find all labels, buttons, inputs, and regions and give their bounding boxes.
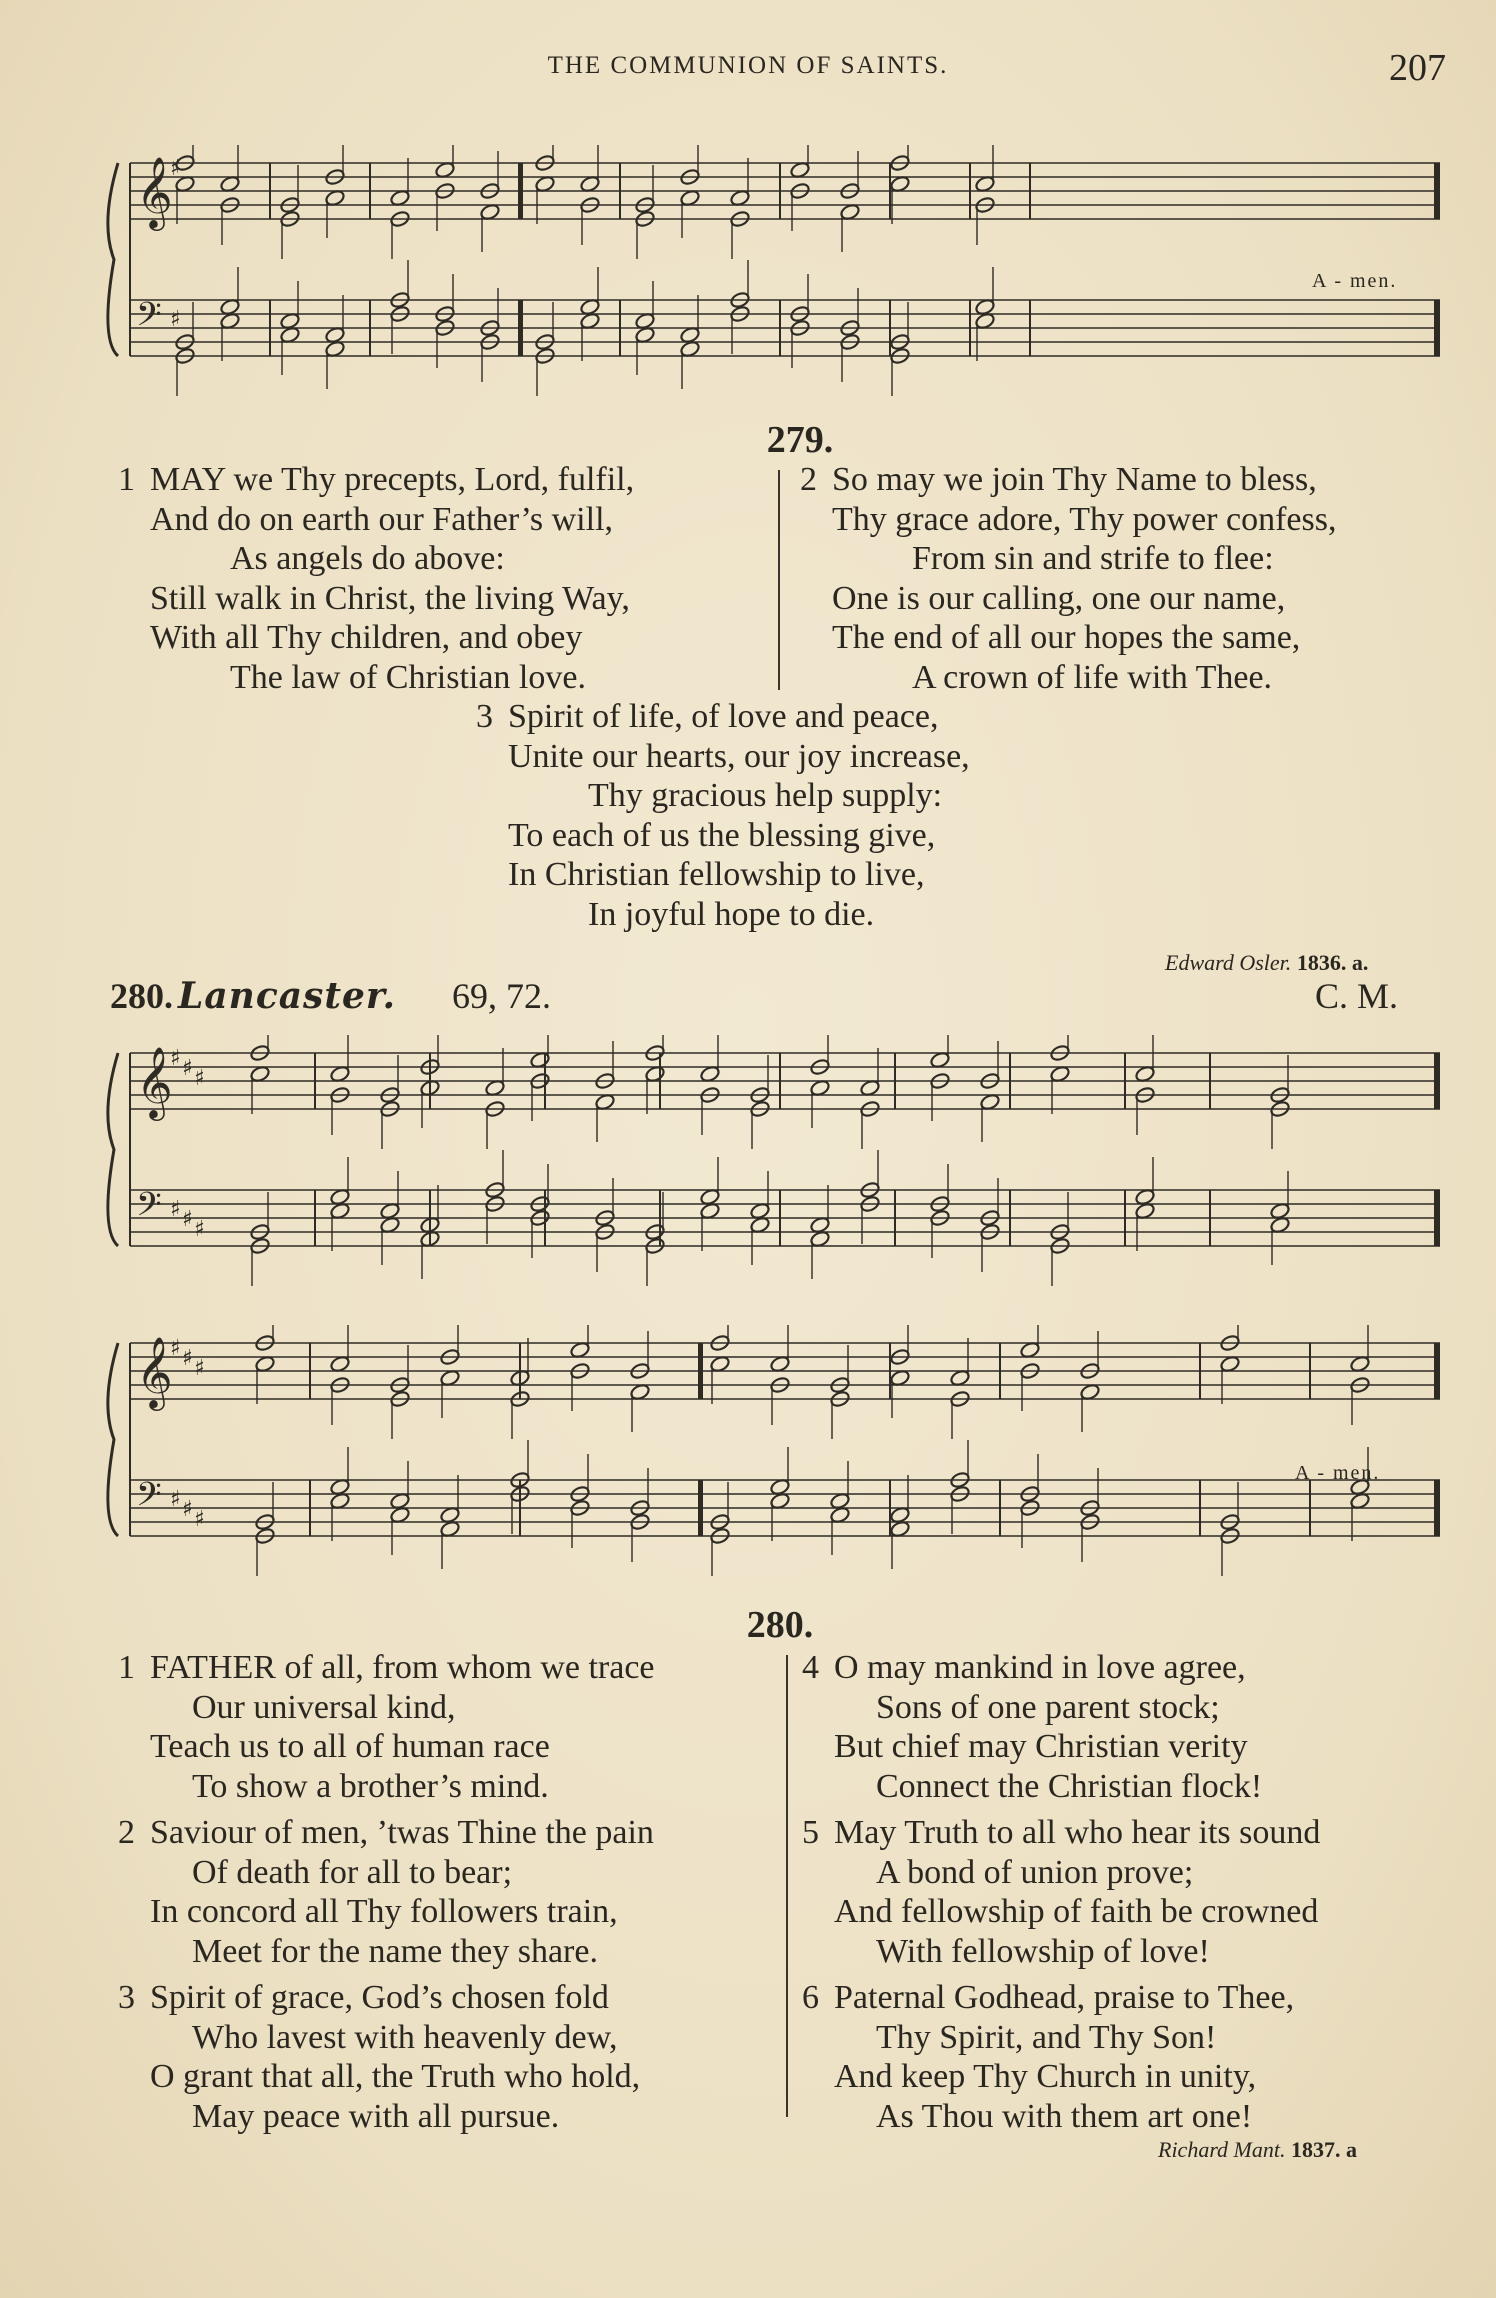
verse-line: To each of us the blessing give, — [508, 816, 936, 854]
tune-meter-numbers: 69, 72. — [452, 976, 551, 1016]
brace-icon — [108, 1053, 118, 1246]
verse-line: In concord all Thy followers train, — [150, 1893, 618, 1930]
amen-label-top: A - men. — [1312, 270, 1398, 292]
verse-line: Thy Spirit, and Thy Son! — [876, 2018, 1217, 2056]
double-barline — [698, 1480, 703, 1536]
final-barline — [1434, 300, 1440, 356]
verse-number: 5 — [802, 1814, 819, 1851]
running-head: THE COMMUNION OF SAINTS. — [547, 52, 949, 79]
verse-line: O grant that all, the Truth who hold, — [150, 2058, 641, 2095]
verse-line: Unite our hearts, our joy increase, — [508, 737, 970, 775]
verse-line: May Truth to all who hear its sound — [834, 1814, 1321, 1851]
sharp-icon: ♯ — [170, 1336, 181, 1361]
verse-number: 6 — [802, 1979, 819, 2016]
sharp-icon: ♯ — [182, 1056, 193, 1081]
verse-line: In Christian fellowship to live, — [508, 856, 925, 893]
sharp-icon: ♯ — [170, 1487, 181, 1512]
sharp-icon: ♯ — [194, 1217, 205, 1242]
verse-line: But chief may Christian verity — [834, 1728, 1248, 1765]
verse-number: 3 — [118, 1979, 135, 2016]
verse-line: And fellowship of faith be crowned — [834, 1893, 1319, 1930]
sharp-icon: ♯ — [182, 1207, 193, 1232]
sharp-icon: ♯ — [170, 1197, 181, 1222]
double-barline — [518, 300, 523, 356]
verse-line: Teach us to all of human race — [150, 1728, 550, 1765]
tune-meter: C. M. — [1315, 976, 1399, 1016]
verse-line: In joyful hope to die. — [588, 895, 875, 933]
author-name: Edward Osler. — [1165, 950, 1292, 975]
verse-line: Sons of one parent stock; — [876, 1688, 1220, 1726]
verse-number: 3 — [476, 698, 493, 735]
verse-line: From sin and strife to flee: — [912, 540, 1274, 577]
bass-clef-icon: 𝄢 — [136, 1186, 162, 1232]
column-divider — [778, 470, 780, 690]
verse-line: The end of all our hopes the same, — [832, 619, 1301, 656]
hymn280-verse-5 — [802, 1813, 1321, 1971]
final-barline — [1434, 1053, 1440, 1109]
verse-line: FATHER of all, from whom we trace — [150, 1649, 655, 1686]
sharp-icon: ♯ — [194, 1356, 205, 1381]
verse-line: With all Thy children, and obey — [150, 619, 583, 656]
verse-line: Who lavest with heavenly dew, — [192, 2018, 618, 2056]
music-system-top — [100, 145, 1450, 405]
verse-number: 1 — [118, 461, 135, 498]
verse-line: Connect the Christian flock! — [876, 1767, 1263, 1805]
verse-line: May peace with all pursue. — [192, 2097, 560, 2135]
final-barline — [1434, 163, 1440, 219]
amen-label-bottom: A - men. — [1295, 1462, 1381, 1484]
final-barline — [1434, 1343, 1440, 1399]
verse-line: As angels do above: — [230, 540, 505, 577]
verse-line: One is our calling, one our name, — [832, 579, 1286, 617]
tune-name: Lancaster. — [178, 975, 397, 1017]
sharp-icon: ♯ — [182, 1497, 193, 1522]
verse-line: Spirit of grace, God’s chosen fold — [150, 1979, 609, 2016]
verse-number: 4 — [802, 1649, 819, 1686]
brace-icon — [108, 163, 118, 356]
sharp-icon: ♯ — [182, 1346, 193, 1371]
sharp-icon: ♯ — [170, 307, 181, 332]
hymn280-verse-3 — [118, 1978, 641, 2136]
verse-line: Paternal Godhead, praise to Thee, — [834, 1979, 1295, 2016]
double-barline — [698, 1343, 703, 1399]
verse-line: To show a brother’s mind. — [192, 1767, 549, 1805]
hymn279-verse-3 — [476, 697, 970, 934]
verse-line: Still walk in Christ, the living Way, — [150, 579, 630, 617]
music-system-bottom — [100, 1325, 1450, 1585]
double-barline — [518, 163, 523, 219]
verse-line: Thy gracious help supply: — [588, 777, 943, 814]
author-year: 1836. a. — [1296, 950, 1369, 975]
hymn280-verse-4 — [802, 1648, 1263, 1806]
verse-line: As Thou with them art one! — [876, 2097, 1253, 2135]
bass-clef-icon: 𝄢 — [136, 296, 162, 342]
brace-icon — [108, 1343, 118, 1536]
sharp-icon: ♯ — [194, 1066, 205, 1091]
hymn280-verse-6 — [802, 1978, 1295, 2136]
verse-line: O may mankind in love agree, — [834, 1649, 1246, 1686]
treble-clef-icon: 𝄞 — [136, 1335, 173, 1408]
column-divider — [786, 1655, 788, 2117]
verse-line: Our universal kind, — [192, 1688, 456, 1726]
hymn280-attribution — [1158, 2137, 1357, 2163]
verse-line: With fellowship of love! — [876, 1932, 1210, 1970]
verse-line: Spirit of life, of love and peace, — [508, 698, 939, 735]
hymn279-verse-2 — [800, 460, 1337, 697]
verse-number: 2 — [800, 461, 817, 498]
verse-line: Thy grace adore, Thy power confess, — [832, 500, 1337, 538]
verse-line: And do on earth our Father’s will, — [150, 500, 614, 538]
verse-line: Of death for all to bear; — [192, 1853, 513, 1891]
verse-line: And keep Thy Church in unity, — [834, 2058, 1257, 2095]
verse-line: The law of Christian love. — [230, 658, 586, 696]
verse-line: MAY we Thy precepts, Lord, fulfil, — [150, 461, 635, 498]
author-name: Richard Mant. — [1158, 2137, 1286, 2162]
verse-number: 2 — [118, 1814, 135, 1851]
final-barline — [1434, 1190, 1440, 1246]
sharp-icon: ♯ — [194, 1507, 205, 1532]
verse-line: A bond of union prove; — [876, 1853, 1194, 1891]
hymn279-verse-1 — [118, 460, 635, 697]
hymn280-verse-1 — [118, 1648, 655, 1806]
treble-clef-icon: 𝄞 — [136, 155, 173, 228]
verse-line: Saviour of men, ’twas Thine the pain — [150, 1814, 654, 1851]
verse-line: A crown of life with Thee. — [912, 658, 1273, 696]
treble-clef-icon: 𝄞 — [136, 1045, 173, 1118]
verse-line: So may we join Thy Name to bless, — [832, 461, 1317, 498]
verse-line: Meet for the name they share. — [192, 1932, 598, 1970]
author-year: 1837. a — [1291, 2137, 1357, 2162]
sharp-icon: ♯ — [170, 1046, 181, 1071]
hymn280-verse-2 — [118, 1813, 654, 1971]
bass-clef-icon: 𝄢 — [136, 1476, 162, 1522]
verse-number: 1 — [118, 1649, 135, 1686]
final-barline — [1434, 1480, 1440, 1536]
hymn279-attribution — [1165, 950, 1368, 976]
hymn-number-279: 279. — [766, 419, 834, 461]
sharp-icon: ♯ — [170, 156, 181, 181]
hymn-number-280: 280. — [746, 1604, 814, 1646]
page-number: 207 — [1389, 47, 1446, 89]
music-system-middle — [100, 1035, 1450, 1295]
tune-number: 280. — [110, 976, 173, 1016]
